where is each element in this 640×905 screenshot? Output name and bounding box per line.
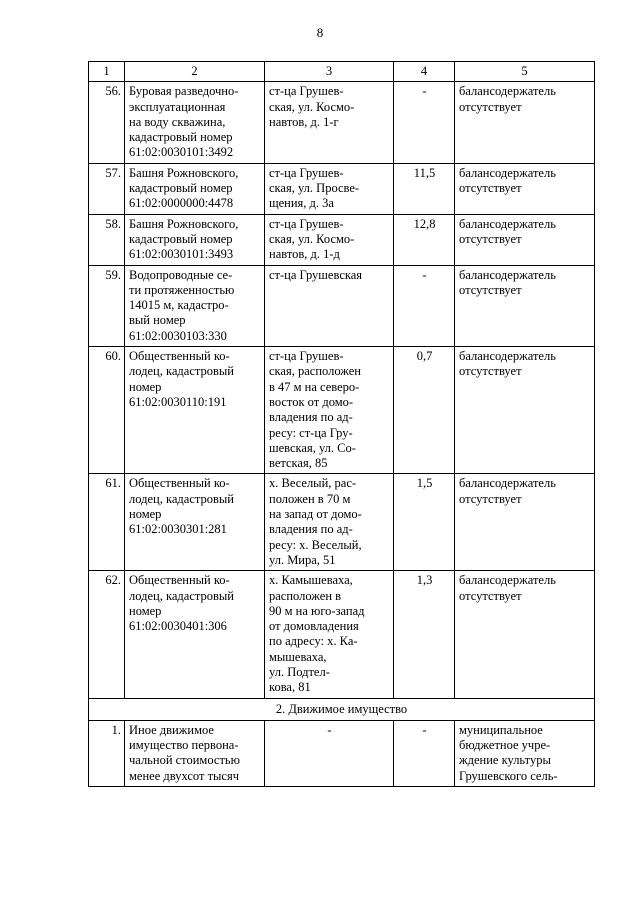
section-heading-row [89,698,595,720]
row-number: 56. [89,82,125,163]
balance-holder: муниципальное бюджетное учре- ждение культуры Грушевского сель- [455,720,595,786]
table-row [89,347,595,474]
property-name: Башня Рожновского, кадастровый номер 61:02:0000000:4478 [125,163,265,214]
property-name: Общественный ко- лодец, кадастровый номер 61:02:0030401:306 [125,571,265,698]
property-name: Общественный ко- лодец, кадастровый номер 61:02:0030110:191 [125,347,265,474]
property-address: ст-ца Грушев- ская, ул. Космо- навтов, д. 1-д [265,214,394,265]
row-number: 1. [89,720,125,786]
balance-holder: балансодержатель отсутствует [455,571,595,698]
property-name: Иное движимое имущество первона- чальной стоимостью менее двухсот тысяч [125,720,265,786]
header-cell: 1 [89,62,125,82]
table-row [89,474,595,571]
balance-holder: балансодержатель отсутствует [455,265,595,346]
property-value: 1,5 [394,474,455,571]
table-row [89,265,595,346]
header-cell: 4 [394,62,455,82]
property-value: 12,8 [394,214,455,265]
row-number: 62. [89,571,125,698]
property-address: ст-ца Грушевская [265,265,394,346]
balance-holder: балансодержатель отсутствует [455,82,595,163]
property-value: - [394,265,455,346]
page-number: 8 [316,25,324,40]
property-address: х. Веселый, рас- положен в 70 м на запад от домо- владения по ад- ресу: х. Веселый, ул. Мира, 51 [265,474,394,571]
property-address: ст-ца Грушев- ская, ул. Космо- навтов, д. 1-г [265,82,394,163]
property-address: ст-ца Грушев- ская, ул. Просве- щения, д. 3а [265,163,394,214]
property-address: - [265,720,394,786]
table-header-row [89,62,595,82]
balance-holder: балансодержатель отсутствует [455,474,595,571]
balance-holder: балансодержатель отсутствует [455,347,595,474]
property-name: Буровая разведочно- эксплуатационная на воду скважина, кадастровый номер 61:02:0030101:3492 [125,82,265,163]
table-row [89,82,595,163]
row-number: 58. [89,214,125,265]
table-row [89,720,595,786]
property-name: Общественный ко- лодец, кадастровый номер 61:02:0030301:281 [125,474,265,571]
header-cell: 3 [265,62,394,82]
property-address: ст-ца Грушев- ская, расположен в 47 м на северо- восток от домо- владения по ад- ресу: ст-ца Гру- шевская, ул. Со- ветская, 85 [265,347,394,474]
header-cell: 2 [125,62,265,82]
property-value: 11,5 [394,163,455,214]
balance-holder: балансодержатель отсутствует [455,214,595,265]
property-address: х. Камышеваха, расположен в 90 м на юго-запад от домовладения по адресу: х. Ка- мышеваха, ул. Подтел- кова, 81 [265,571,394,698]
table-row [89,214,595,265]
property-name: Водопроводные се- ти протяженностью 14015 м, кадастро- вый номер 61:02:0030103:330 [125,265,265,346]
balance-holder: балансодержатель отсутствует [455,163,595,214]
property-table [88,61,595,787]
row-number: 57. [89,163,125,214]
row-number: 59. [89,265,125,346]
header-cell: 5 [455,62,595,82]
table-row [89,163,595,214]
row-number: 60. [89,347,125,474]
property-value: 1,3 [394,571,455,698]
property-value: - [394,720,455,786]
table-row [89,571,595,698]
property-value: - [394,82,455,163]
section-title: 2. Движимое имущество [89,698,595,720]
property-name: Башня Рожновского, кадастровый номер 61:02:0030101:3493 [125,214,265,265]
property-value: 0,7 [394,347,455,474]
row-number: 61. [89,474,125,571]
